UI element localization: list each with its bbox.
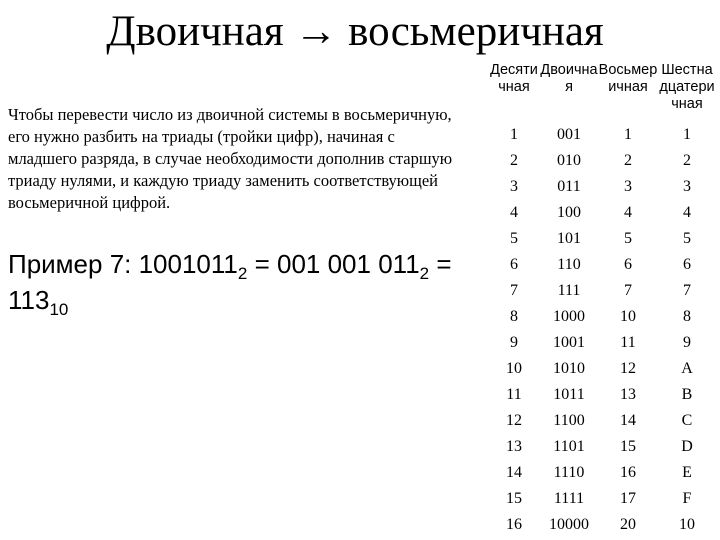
header-decimal: Десятичная [490,62,538,95]
cell-decimal: 4 [510,204,518,221]
cell-hex: 3 [683,178,691,195]
table-row [488,252,716,278]
table-body [488,122,716,538]
example-base-subscript: 2 [237,264,248,283]
cell-hex: 2 [683,152,691,169]
cell-decimal: 14 [506,464,522,481]
cell-binary: 1101 [553,438,585,455]
cell-binary: 1100 [553,412,585,429]
table-row [488,512,716,538]
cell-binary: 1001 [553,334,585,351]
cell-decimal: 10 [506,360,522,377]
cell-octal: 14 [620,412,636,429]
cell-binary: 100 [557,204,581,221]
table-row [488,200,716,226]
cell-binary: 10000 [549,516,589,533]
cell-binary: 011 [557,178,581,195]
example-base-subscript: 10 [49,300,69,319]
cell-decimal: 9 [510,334,518,351]
cell-binary: 1111 [553,490,585,507]
table-row [488,174,716,200]
cell-binary: 1110 [553,464,585,481]
cell-binary: 1000 [553,308,585,325]
cell-binary: 001 [557,126,581,143]
cell-hex: F [682,490,692,507]
cell-decimal: 16 [506,516,522,533]
cell-octal: 4 [624,204,632,221]
cell-decimal: 1 [510,126,518,143]
cell-octal: 6 [624,256,632,273]
cell-octal: 10 [620,308,636,325]
cell-hex: D [681,438,693,455]
cell-binary: 111 [557,282,581,299]
example-prefix: Пример 7: 1001011 [8,249,238,279]
table-row [488,226,716,252]
cell-octal: 13 [620,386,636,403]
cell-octal: 17 [620,490,636,507]
cell-decimal: 3 [510,178,518,195]
cell-binary: 1011 [553,386,585,403]
cell-decimal: 6 [510,256,518,273]
cell-hex: 5 [683,230,691,247]
cell-hex: 9 [683,334,691,351]
cell-octal: 15 [620,438,636,455]
header-hex: Шестнадцатеричная [659,62,715,112]
table-row [488,122,716,148]
table-row [488,460,716,486]
cell-hex: B [681,386,693,403]
header-binary: Двоичная [540,62,598,95]
cell-hex: 10 [679,516,695,533]
table-row [488,408,716,434]
cell-binary: 101 [557,230,581,247]
table-row [488,434,716,460]
cell-binary: 110 [557,256,581,273]
cell-octal: 11 [620,334,636,351]
cell-octal: 1 [624,126,632,143]
table-row [488,382,716,408]
cell-hex: 6 [683,256,691,273]
cell-octal: 3 [624,178,632,195]
cell-octal: 2 [624,152,632,169]
cell-decimal: 11 [506,386,522,403]
cell-octal: 20 [620,516,636,533]
table-header-row [488,58,716,122]
cell-hex: C [681,412,693,429]
cell-hex: A [681,360,693,377]
cell-octal: 7 [624,282,632,299]
cell-binary: 010 [557,152,581,169]
cell-decimal: 13 [506,438,522,455]
cell-decimal: 7 [510,282,518,299]
table-row [488,330,716,356]
table-row [488,278,716,304]
number-systems-table [488,58,716,538]
example-formula [8,246,478,318]
cell-decimal: 8 [510,308,518,325]
cell-octal: 12 [620,360,636,377]
cell-hex: 1 [683,126,691,143]
example-result: = 113 [8,249,452,315]
cell-hex: 7 [683,282,691,299]
example-triads: = 001 001 011 [247,249,420,279]
slide-title: Двоичная → восьмеричная [106,8,604,55]
table-row [488,148,716,174]
cell-hex: 8 [683,308,691,325]
cell-hex: 4 [683,204,691,221]
table-row [488,304,716,330]
explanation-text: Чтобы перевести число из двоичной системы в восьмеричную, его нужно разбить на триады (тройки цифр), начиная с младшего разряда, в случае необходимости дополнив старшую триаду нулями, и каждую триаду заменить соответствующей восьмеричной цифрой. [8,105,453,212]
cell-decimal: 5 [510,230,518,247]
cell-octal: 16 [620,464,636,481]
cell-octal: 5 [624,230,632,247]
cell-hex: E [682,464,692,481]
example-base-subscript: 2 [419,264,430,283]
cell-decimal: 15 [506,490,522,507]
cell-decimal: 2 [510,152,518,169]
table-row [488,356,716,382]
cell-decimal: 12 [506,412,522,429]
table-row [488,486,716,512]
cell-binary: 1010 [553,360,585,377]
header-octal: Восьмеричная [598,62,658,95]
